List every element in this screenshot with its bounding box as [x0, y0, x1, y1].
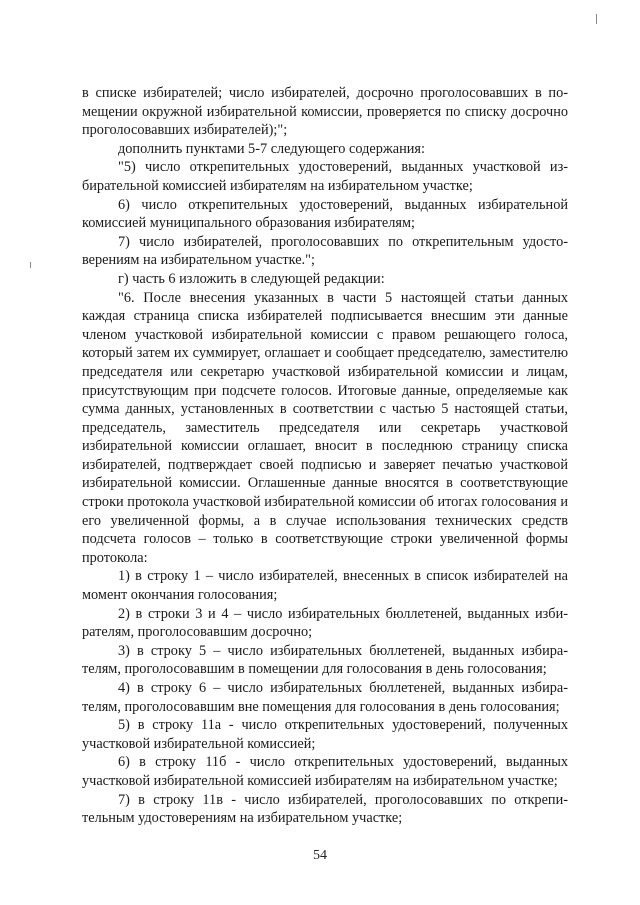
scan-mark-left [30, 262, 31, 268]
list-item-line-11b: 6) в строку 11б - число открепительных удостоверений, выданных участковой избирательной комиссией избирателям на избирательном участке; [82, 754, 568, 789]
document-body [82, 84, 568, 828]
paragraph-item-6: 6) число открепительных удостоверений, выданных избирательной комиссией муниципального образования избирателям; [82, 196, 568, 232]
paragraph-item-7: 7) число избирателей, проголосовавших по открепительным удостоверениям на избирательном участке."; [82, 233, 568, 269]
scan-mark-top-right [596, 14, 597, 24]
list-item-line-6: 4) в строку 6 – число избирательных бюллетеней, выданных избирателям, проголосовавшим вне помещения для голосования в день голосования; [82, 680, 568, 715]
paragraph-item-5: "5) число открепительных удостоверений, выданных участковой избирательной комиссией избирателям на избирательном участке; [82, 159, 568, 194]
page-number: 54 [313, 848, 327, 863]
paragraph-part-6-text: "6. После внесения указанных в части 5 настоящей статьи данных каждая страница списка избирателей подписывается внесшим эти данные членом участковой избирательной комиссии с правом решающего голоса, который затем их суммирует, оглашает и сообщает председателю, заместителю председателя или секретарю участковой избирательной комиссии и лицам, присутствующим при подсчете голосов. Итоговые данные, определяемые как сумма данных, установленных в соответствии с частью 5 настоящей статьи, председатель, заместитель председателя или секретарь участковой избирательной комиссии оглашает, вносит в последнюю страницу списка избирателей, подтверждает своей подписью и заверяет печатью участковой избирательной комиссии. Оглашенные данные вносятся в соответствующие строки протокола участковой избирательной комиссии об итогах голосования и его увеличенной формы, а в случае использования технических средств подсчета голосов – только в соответствующие строки увеличенной формы протокола: [82, 289, 568, 566]
list-item-line-5: 3) в строку 5 – число избирательных бюллетеней, выданных избирателям, проголосовавшим в помещении для голосования в день голосования; [82, 642, 568, 678]
list-item-line-11v: 7) в строку 11в - число избирателей, проголосовавших по открепительным удостоверениям на избирательном участке; [82, 791, 568, 827]
list-item-line-11a: 5) в строку 11а - число открепительных удостоверений, полученных участковой избирательной комиссией; [82, 717, 568, 752]
paragraph-continuation: в списке избирателей; число избирателей, досрочно проголосовавших в помещении окружной избирательной комиссии, проверяется по списку досрочно проголосовавших избирателей);"; [82, 85, 568, 139]
paragraph-add-items: дополнить пунктами 5-7 следующего содержания: [118, 140, 425, 157]
list-item-lines-3-4: 2) в строки 3 и 4 – число избирательных бюллетеней, выданных избирателям, проголосовавшим досрочно; [82, 605, 568, 641]
list-item-line-1: 1) в строку 1 – число избирателей, внесенных в список избирателей на момент окончания голосования; [82, 568, 568, 604]
paragraph-part-6-intro: г) часть 6 изложить в следующей редакции: [118, 270, 385, 287]
